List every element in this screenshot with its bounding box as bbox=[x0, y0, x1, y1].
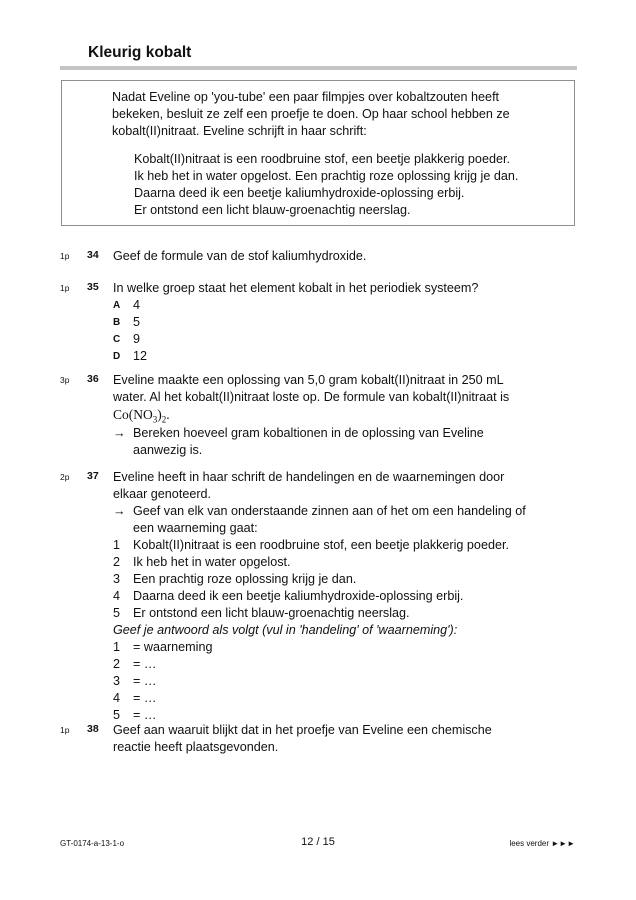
task-line: een waarneming gaat: bbox=[133, 521, 258, 535]
item-number: 4 bbox=[113, 589, 121, 603]
item-number: 5 bbox=[113, 708, 121, 722]
option-value: 4 bbox=[133, 298, 141, 312]
question-line: Geef de formule van de stof kaliumhydroxide. bbox=[113, 249, 367, 263]
page-footer bbox=[0, 836, 636, 852]
question-line: Eveline maakte een oplossing van 5,0 gram kobalt(II)nitraat in 250 mL bbox=[113, 373, 504, 387]
question-line: Eveline heeft in haar schrift de handelingen en de waarnemingen door bbox=[113, 470, 505, 484]
answer-text: = waarneming bbox=[133, 640, 213, 654]
notebook-line: Kobalt(II)nitraat is een roodbruine stof, een beetje plakkerig poeder. bbox=[134, 152, 510, 166]
page-title: Kleurig kobalt bbox=[88, 44, 192, 61]
context-intro-line: bekeken, besluit ze zelf een proefje te doen. Op haar school hebben ze bbox=[112, 107, 510, 121]
question-line: reactie heeft plaatsgevonden. bbox=[113, 740, 279, 754]
sentence-item bbox=[113, 571, 563, 588]
item-number: 2 bbox=[113, 657, 121, 671]
context-intro-line: Nadat Eveline op 'you-tube' een paar filmpjes over kobaltzouten heeft bbox=[112, 90, 500, 104]
notebook-quote bbox=[134, 151, 518, 219]
question-body bbox=[113, 280, 563, 365]
option-letter: B bbox=[113, 317, 121, 328]
notebook-line: Ik heb het in water opgelost. Een prachtig roze oplossing krijg je dan. bbox=[134, 169, 519, 183]
sentence-item bbox=[113, 537, 563, 554]
option-value: 5 bbox=[133, 315, 141, 329]
question-line: Geef aan waaruit blijkt dat in het proefje van Eveline een chemische bbox=[113, 723, 492, 737]
option-letter: C bbox=[113, 334, 121, 345]
answer-option bbox=[113, 348, 563, 365]
sentence-item bbox=[113, 588, 563, 605]
task-line: Bereken hoeveel gram kobaltionen in de oplossing van Eveline bbox=[133, 426, 484, 440]
formula-subscript: 2 bbox=[161, 414, 167, 425]
notebook-line: Daarna deed ik een beetje kaliumhydroxide-oplossing erbij. bbox=[134, 186, 465, 200]
formula-part: Co(NO bbox=[113, 407, 153, 422]
item-number: 2 bbox=[113, 555, 121, 569]
option-value: 9 bbox=[133, 332, 141, 346]
question-number: 37 bbox=[87, 470, 99, 482]
notebook-line: Er ontstond een licht blauw-groenachtig neerslag. bbox=[134, 203, 411, 217]
question-body bbox=[113, 372, 563, 459]
answer-text: = … bbox=[133, 657, 157, 671]
item-text: Kobalt(II)nitraat is een roodbruine stof, een beetje plakkerig poeder. bbox=[133, 538, 509, 552]
question-body bbox=[113, 722, 563, 756]
sentence-item bbox=[113, 554, 563, 571]
task-instruction bbox=[113, 425, 563, 459]
question-number: 38 bbox=[87, 723, 99, 735]
context-intro-line: kobalt(II)nitraat. Eveline schrijft in haar schrift: bbox=[112, 124, 367, 138]
next-page-hint: lees verder ►►► bbox=[509, 839, 575, 848]
task-line: aanwezig is. bbox=[133, 443, 203, 457]
item-text: Ik heb het in water opgelost. bbox=[133, 555, 291, 569]
item-number: 1 bbox=[113, 538, 121, 552]
question-number: 36 bbox=[87, 373, 99, 385]
task-line: Geef van elk van onderstaande zinnen aan of het om een handeling of bbox=[133, 504, 526, 518]
page-number: 12 / 15 bbox=[301, 836, 335, 848]
item-number: 3 bbox=[113, 674, 121, 688]
question-number: 34 bbox=[87, 249, 99, 261]
question-body bbox=[113, 469, 563, 724]
exam-code: GT-0174-a-13-1-o bbox=[60, 839, 125, 848]
answer-option bbox=[113, 297, 563, 314]
answer-text: = … bbox=[133, 691, 157, 705]
item-text: Een prachtig roze oplossing krijg je dan. bbox=[133, 572, 357, 586]
item-number: 3 bbox=[113, 572, 121, 586]
title-rule bbox=[60, 66, 577, 70]
question-line: In welke groep staat het element kobalt in het periodiek systeem? bbox=[113, 281, 479, 295]
answer-item bbox=[113, 673, 563, 690]
arrow-icon: → bbox=[113, 504, 126, 518]
points-label: 1p bbox=[60, 283, 70, 293]
answer-item bbox=[113, 690, 563, 707]
task-instruction bbox=[113, 503, 563, 537]
answer-item bbox=[113, 656, 563, 673]
points-label: 2p bbox=[60, 472, 70, 482]
question-number: 35 bbox=[87, 281, 99, 293]
formula-part: ) bbox=[157, 407, 162, 422]
option-value: 12 bbox=[133, 349, 148, 363]
chemical-formula bbox=[113, 406, 563, 425]
answer-item bbox=[113, 639, 563, 656]
option-letter: A bbox=[113, 300, 121, 311]
item-number: 5 bbox=[113, 606, 121, 620]
question-text bbox=[113, 248, 563, 265]
item-text: Er ontstond een licht blauw-groenachtig neerslag. bbox=[133, 606, 410, 620]
answer-text: = … bbox=[133, 708, 157, 722]
formula-part: . bbox=[166, 407, 170, 422]
sentence-item bbox=[113, 605, 563, 622]
item-number: 4 bbox=[113, 691, 121, 705]
question-line: elkaar genoteerd. bbox=[113, 487, 212, 501]
context-box bbox=[61, 80, 575, 226]
item-number: 1 bbox=[113, 640, 121, 654]
context-intro bbox=[112, 89, 567, 140]
points-label: 1p bbox=[60, 725, 70, 735]
answer-instruction: Geef je antwoord als volgt (vul in 'handeling' of 'waarneming'): bbox=[113, 623, 458, 637]
arrow-icon: → bbox=[113, 426, 126, 440]
option-letter: D bbox=[113, 351, 121, 362]
points-label: 3p bbox=[60, 375, 70, 385]
formula-subscript: 3 bbox=[152, 414, 158, 425]
question-line: water. Al het kobalt(II)nitraat loste op. De formule van kobalt(II)nitraat is bbox=[113, 390, 510, 404]
points-label: 1p bbox=[60, 251, 70, 261]
answer-option bbox=[113, 331, 563, 348]
answer-option bbox=[113, 314, 563, 331]
answer-text: = … bbox=[133, 674, 157, 688]
item-text: Daarna deed ik een beetje kaliumhydroxide-oplossing erbij. bbox=[133, 589, 464, 603]
